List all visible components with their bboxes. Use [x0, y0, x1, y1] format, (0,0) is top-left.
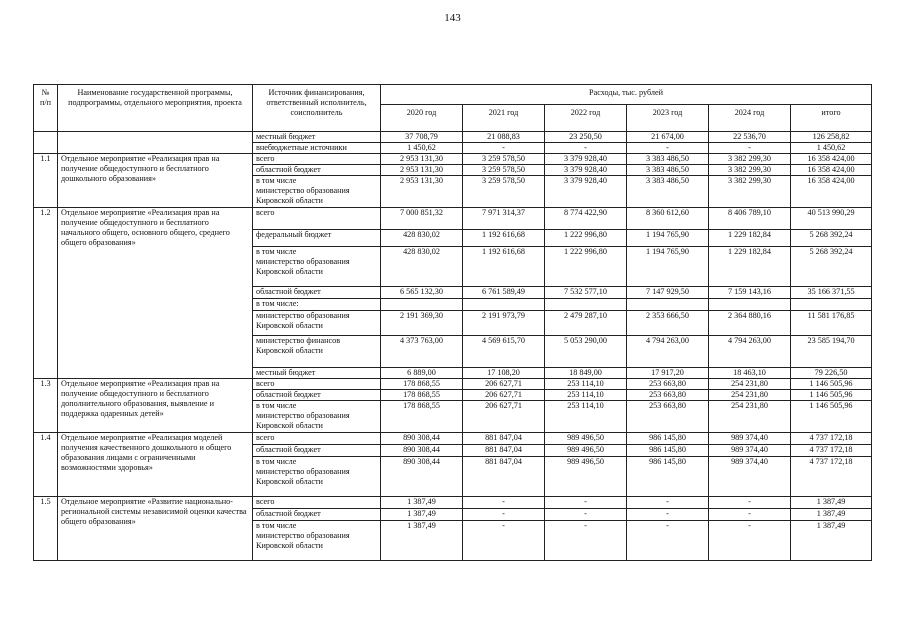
- year-value: -: [627, 521, 709, 561]
- funding-source: всего: [253, 433, 381, 445]
- measure-name: [58, 132, 253, 154]
- year-value: 18 463,10: [709, 368, 791, 379]
- header-name: Наименование государственной программы, подпрограммы, отдельного мероприятия, проекта: [58, 85, 253, 132]
- year-value: 1 387,49: [381, 497, 463, 509]
- year-value: 3 379 928,40: [545, 176, 627, 208]
- year-value: 890 308,44: [381, 457, 463, 497]
- budget-table: [33, 84, 872, 561]
- year-value: [545, 299, 627, 311]
- funding-source: внебюджетные источники: [253, 143, 381, 154]
- total-value: 16 358 424,00: [791, 165, 872, 176]
- year-value: 1 194 765,90: [627, 247, 709, 287]
- row-number: 1.3: [34, 379, 58, 433]
- total-value: 23 585 194,70: [791, 336, 872, 368]
- year-value: 7 971 314,37: [463, 208, 545, 230]
- header-year: 2022 год: [545, 105, 627, 132]
- year-value: 3 382 299,30: [709, 176, 791, 208]
- measure-name: Отдельное мероприятие «Развитие национально-региональной системы независимой оценки качества общего образования»: [58, 497, 253, 561]
- year-value: 881 847,04: [463, 445, 545, 457]
- funding-source: в том числе министерство образования Кировской области: [253, 521, 381, 561]
- table-row: [34, 132, 872, 143]
- year-value: -: [545, 509, 627, 521]
- measure-name: Отдельное мероприятие «Реализация прав на получение общедоступного и бесплатного дошкольного образования»: [58, 154, 253, 208]
- year-value: 3 382 299,30: [709, 154, 791, 165]
- year-value: 3 383 486,50: [627, 176, 709, 208]
- year-value: 254 231,80: [709, 401, 791, 433]
- year-value: 17 108,20: [463, 368, 545, 379]
- year-value: 8 360 612,60: [627, 208, 709, 230]
- funding-source: областной бюджет: [253, 445, 381, 457]
- year-value: [463, 299, 545, 311]
- year-value: 4 569 615,70: [463, 336, 545, 368]
- year-value: -: [627, 143, 709, 154]
- year-value: -: [709, 143, 791, 154]
- year-value: 1 229 182,84: [709, 230, 791, 247]
- year-value: 1 229 182,84: [709, 247, 791, 287]
- measure-name: Отдельное мероприятие «Реализация прав на получение общедоступного и бесплатного начального общего, основного общего, среднего общего образования»: [58, 208, 253, 379]
- year-value: -: [709, 497, 791, 509]
- year-value: 3 382 299,30: [709, 165, 791, 176]
- measure-name: Отдельное мероприятие «Реализация моделей получения качественного дошкольного и общего образования лицами с ограниченными возможностями здоровья»: [58, 433, 253, 497]
- funding-source: областной бюджет: [253, 165, 381, 176]
- year-value: 2 191 369,30: [381, 311, 463, 336]
- funding-source: местный бюджет: [253, 368, 381, 379]
- year-value: 1 387,49: [381, 521, 463, 561]
- total-value: 1 146 505,96: [791, 401, 872, 433]
- year-value: 2 953 131,30: [381, 176, 463, 208]
- year-value: 3 383 486,50: [627, 154, 709, 165]
- year-value: 253 114,10: [545, 401, 627, 433]
- row-number: 1.4: [34, 433, 58, 497]
- year-value: 1 192 616,68: [463, 247, 545, 287]
- year-value: 1 222 996,80: [545, 247, 627, 287]
- header-total: итого: [791, 105, 872, 132]
- year-value: 6 565 132,30: [381, 287, 463, 299]
- year-value: [627, 299, 709, 311]
- total-value: 1 146 505,96: [791, 390, 872, 401]
- year-value: 7 159 143,16: [709, 287, 791, 299]
- year-value: -: [545, 521, 627, 561]
- total-value: 35 166 371,55: [791, 287, 872, 299]
- year-value: 178 868,55: [381, 401, 463, 433]
- total-value: 1 387,49: [791, 509, 872, 521]
- total-value: 1 387,49: [791, 497, 872, 509]
- header-expenses: Расходы, тыс. рублей: [381, 85, 872, 105]
- year-value: 178 868,55: [381, 390, 463, 401]
- row-number: 1.5: [34, 497, 58, 561]
- year-value: 428 830,02: [381, 230, 463, 247]
- year-value: 1 450,62: [381, 143, 463, 154]
- funding-source: в том числе:: [253, 299, 381, 311]
- total-value: 1 146 505,96: [791, 379, 872, 390]
- year-value: -: [545, 143, 627, 154]
- year-value: 890 308,44: [381, 445, 463, 457]
- year-value: 2 953 131,30: [381, 165, 463, 176]
- funding-source: федеральный бюджет: [253, 230, 381, 247]
- year-value: 8 774 422,90: [545, 208, 627, 230]
- funding-source: областной бюджет: [253, 509, 381, 521]
- year-value: 986 145,80: [627, 445, 709, 457]
- year-value: 1 192 616,68: [463, 230, 545, 247]
- total-value: 4 737 172,18: [791, 433, 872, 445]
- header-source: Источник финансирования, ответственный исполнитель, соисполнитель: [253, 85, 381, 132]
- year-value: -: [627, 509, 709, 521]
- total-value: 4 737 172,18: [791, 457, 872, 497]
- total-value: 11 581 176,85: [791, 311, 872, 336]
- year-value: 2 479 287,10: [545, 311, 627, 336]
- year-value: 253 663,80: [627, 401, 709, 433]
- total-value: 79 226,50: [791, 368, 872, 379]
- funding-source: всего: [253, 379, 381, 390]
- header-number: № п/п: [34, 85, 58, 132]
- year-value: 7 000 851,32: [381, 208, 463, 230]
- year-value: 4 794 263,00: [627, 336, 709, 368]
- year-value: -: [545, 497, 627, 509]
- total-value: 1 387,49: [791, 521, 872, 561]
- header-year: 2021 год: [463, 105, 545, 132]
- year-value: -: [463, 497, 545, 509]
- measure-name: Отдельное мероприятие «Реализация прав на получение общедоступного и бесплатного дополнительного образования, выявление и поддержка одаренных детей»: [58, 379, 253, 433]
- year-value: 5 053 290,00: [545, 336, 627, 368]
- total-value: 5 268 392,24: [791, 230, 872, 247]
- year-value: 1 222 996,80: [545, 230, 627, 247]
- year-value: 1 387,49: [381, 509, 463, 521]
- table-row: [34, 497, 872, 509]
- table-row: [34, 208, 872, 230]
- table-row: [34, 433, 872, 445]
- year-value: 206 627,71: [463, 401, 545, 433]
- year-value: 3 259 578,50: [463, 176, 545, 208]
- funding-source: министерство финансов Кировской области: [253, 336, 381, 368]
- year-value: 7 532 577,10: [545, 287, 627, 299]
- table-row: [34, 154, 872, 165]
- year-value: -: [463, 143, 545, 154]
- year-value: 23 250,50: [545, 132, 627, 143]
- funding-source: в том числе министерство образования Кировской области: [253, 176, 381, 208]
- year-value: 206 627,71: [463, 379, 545, 390]
- funding-source: в том числе министерство образования Кировской области: [253, 457, 381, 497]
- year-value: 1 194 765,90: [627, 230, 709, 247]
- year-value: 428 830,02: [381, 247, 463, 287]
- table-body: [34, 132, 872, 561]
- row-number: 1.1: [34, 154, 58, 208]
- year-value: -: [709, 521, 791, 561]
- year-value: 2 191 973,79: [463, 311, 545, 336]
- year-value: 890 308,44: [381, 433, 463, 445]
- year-value: 989 496,50: [545, 457, 627, 497]
- year-value: 21 674,00: [627, 132, 709, 143]
- year-value: 17 917,20: [627, 368, 709, 379]
- funding-source: министерство образования Кировской области: [253, 311, 381, 336]
- year-value: [709, 299, 791, 311]
- year-value: -: [463, 509, 545, 521]
- header-year: 2024 год: [709, 105, 791, 132]
- total-value: 16 358 424,00: [791, 176, 872, 208]
- header-year: 2020 год: [381, 105, 463, 132]
- total-value: 40 513 990,29: [791, 208, 872, 230]
- year-value: 3 379 928,40: [545, 154, 627, 165]
- year-value: 986 145,80: [627, 457, 709, 497]
- year-value: -: [627, 497, 709, 509]
- funding-source: в том числе министерство образования Кировской области: [253, 401, 381, 433]
- year-value: 3 259 578,50: [463, 165, 545, 176]
- year-value: 3 259 578,50: [463, 154, 545, 165]
- year-value: [381, 299, 463, 311]
- year-value: 989 496,50: [545, 433, 627, 445]
- funding-source: всего: [253, 154, 381, 165]
- year-value: 2 364 880,16: [709, 311, 791, 336]
- year-value: 18 849,00: [545, 368, 627, 379]
- year-value: 4 373 763,00: [381, 336, 463, 368]
- year-value: 3 379 928,40: [545, 165, 627, 176]
- year-value: 254 231,80: [709, 390, 791, 401]
- row-number: [34, 132, 58, 154]
- page-number: 143: [444, 12, 461, 24]
- year-value: 254 231,80: [709, 379, 791, 390]
- year-value: 6 889,00: [381, 368, 463, 379]
- header-year: 2023 год: [627, 105, 709, 132]
- year-value: 253 114,10: [545, 390, 627, 401]
- total-value: [791, 299, 872, 311]
- year-value: 881 847,04: [463, 433, 545, 445]
- year-value: 8 406 789,10: [709, 208, 791, 230]
- year-value: 253 663,80: [627, 390, 709, 401]
- year-value: 7 147 929,50: [627, 287, 709, 299]
- year-value: 881 847,04: [463, 457, 545, 497]
- row-number: 1.2: [34, 208, 58, 379]
- year-value: 989 374,40: [709, 457, 791, 497]
- table-row: [34, 379, 872, 390]
- funding-source: в том числе министерство образования Кировской области: [253, 247, 381, 287]
- total-value: 4 737 172,18: [791, 445, 872, 457]
- year-value: 4 794 263,00: [709, 336, 791, 368]
- funding-source: областной бюджет: [253, 287, 381, 299]
- year-value: 2 353 666,50: [627, 311, 709, 336]
- year-value: 3 383 486,50: [627, 165, 709, 176]
- funding-source: всего: [253, 497, 381, 509]
- funding-source: всего: [253, 208, 381, 230]
- year-value: 22 536,70: [709, 132, 791, 143]
- total-value: 5 268 392,24: [791, 247, 872, 287]
- year-value: 989 374,40: [709, 445, 791, 457]
- year-value: 21 088,83: [463, 132, 545, 143]
- year-value: 253 114,10: [545, 379, 627, 390]
- year-value: -: [463, 521, 545, 561]
- year-value: 2 953 131,30: [381, 154, 463, 165]
- year-value: 989 496,50: [545, 445, 627, 457]
- year-value: 986 145,80: [627, 433, 709, 445]
- year-value: 206 627,71: [463, 390, 545, 401]
- funding-source: местный бюджет: [253, 132, 381, 143]
- funding-source: областной бюджет: [253, 390, 381, 401]
- year-value: 253 663,80: [627, 379, 709, 390]
- total-value: 1 450,62: [791, 143, 872, 154]
- year-value: 178 868,55: [381, 379, 463, 390]
- year-value: 989 374,40: [709, 433, 791, 445]
- year-value: -: [709, 509, 791, 521]
- year-value: 6 761 589,49: [463, 287, 545, 299]
- year-value: 37 708,79: [381, 132, 463, 143]
- total-value: 126 258,82: [791, 132, 872, 143]
- total-value: 16 358 424,00: [791, 154, 872, 165]
